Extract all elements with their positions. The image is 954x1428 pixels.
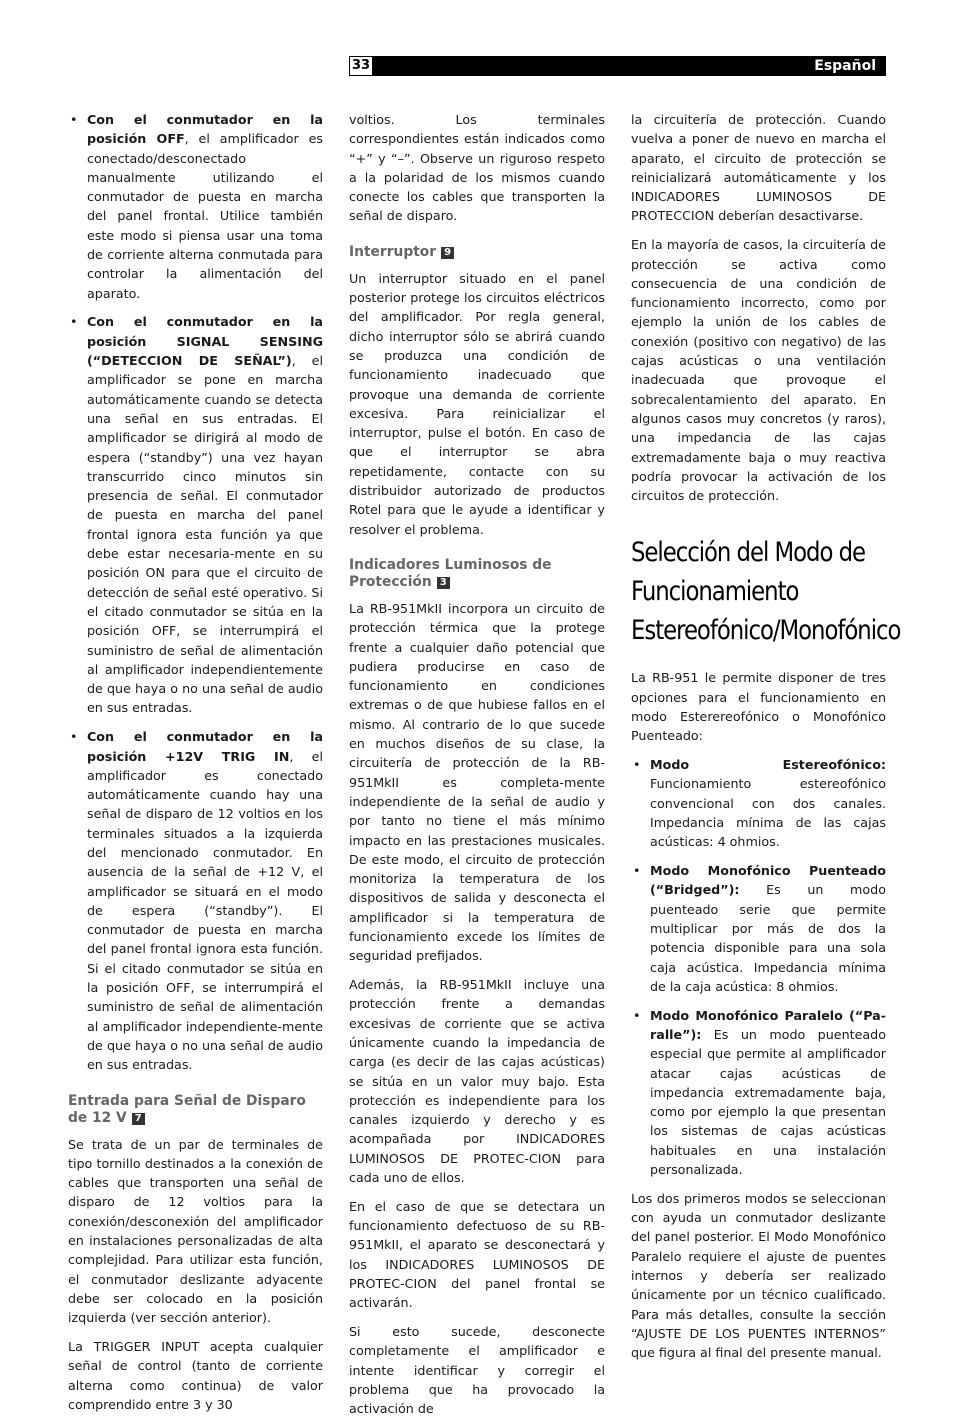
list-item-text: , el amplificador se pone en marcha automáticamente cuando se detecta una señal en sus entradas. El amplificador se dirigirá al modo de espera (“standby”) una vez hayan transcurrido cinco minutos sin presencia de señal. El conmutador de puesta en marcha del panel frontal ignora esta función ya que debe estar necesaria-mente en su posición ON para que el circuito de detección de señal esté operativo. Si el citado conmutador se sitúa en la posición OFF, se interrumpirá el suministro de señal de alimentación al amplificador independientemente de que haya o no una señal de audio en sus entradas. [87,353,323,716]
list-item-text: , el amplificador es conectado automáticamente cuando hay una señal de disparo de 12 voltios en los terminales situados a la izquierda del mencionado conmutador. En ausencia de la señal de +12 V, el amplificador se situará en el modo de espera (“standby”). El conmutador de puesta en marcha del panel frontal ignora esta función. Si el citado conmutador se sitúa en la posición OFF, se interrumpirá el suministro de señal de alimentación al amplificador independiente-mente de que haya o no una señal de audio en sus entradas. [87,748,323,1073]
mode-list [631,755,886,1179]
paragraph: Se trata de un par de terminales de tipo tornillo destinados a la conexión de cables que transporten una señal de disparo de 12 voltios para la conexión/desconexión del amplificador en instalaciones personalizadas de alta complejidad. Para utilizar esta función, el conmutador deslizante adyacente debe ser colocado en la posición izquierda (ver sección anterior). [68,1136,323,1326]
list-item-text: , el amplificador es conectado/desconectado manualmente utilizando el conmutador de puesta en marcha del panel frontal. Utilice también este modo si piensa usar una toma de corriente alterna conmutada para controlar la alimentación del aparato. [87,131,323,301]
bullet: • [633,757,641,773]
list-item [68,312,323,717]
heading-text: Entrada para Señal de Disparo de 12 V [68,1092,306,1126]
paragraph: La RB-951MkII incorpora un circuito de protección térmica que la protege frente a cualquier daño potencial que pudiera producirse en caso de funcionamiento en condiciones extremas o de que hubiese fallos en el mismo. Al contrario de lo que sucede en muchos diseños de su clase, la circuitería de protección de la RB-951MkII es completa-mente independiente de la señal de audio y por tanto no tiene el más mínimo impacto en las prestaciones musicales. De este modo, el circuito de protección monitoriza la temperatura de los dispositivos de salida y desconecta el amplificador si la temperatura de funcionamiento excede los límites de seguridad prefijados. [349,600,605,964]
paragraph: Los dos primeros modos se seleccionan con ayuda un conmutador deslizante del panel posterior. El Modo Monofónico Paralelo requiere el ajuste de puentes internos y debería ser realizado únicamente por un técnico cualificado. Para más detalles, consulte la sección “AJUSTE DE LOS PUENTES INTERNOS” que figura al final del presente manual. [631,1190,886,1361]
list-item [631,1006,886,1180]
list-item-text: Es un modo puenteado especial que permite al amplificador atacar cajas acústicas de impedancia extremadamente baja, como por ejemplo la que presentan los sistemas de cajas acústicas habituales en una instalación personalizada. [650,1026,886,1178]
bullet: • [633,863,641,879]
language-label: Español [814,58,876,74]
page-number: 33 [349,56,373,76]
heading-text: Indicadores Luminosos de Protección [349,556,552,590]
paragraph: La RB-951 le permite disponer de tres opciones para el funcionamiento en modo Esterereofónico o Monofónico Puenteado: [631,670,886,744]
list-item-text: Es un modo puenteado serie que permite multiplicar por más de dos la potencia disponible para una sola caja acústica. Impedancia mínima de la caja acústica: 8 ohmios. [650,882,886,994]
section-heading-indicadores [349,557,605,591]
reference-number-badge: 7 [132,1113,145,1125]
list-item-heading: Modo Monofónico Paralelo (“Pa-ralle”): [650,1007,886,1042]
list-item [68,727,323,1074]
list-item-heading: Con el conmutador en la posición SIGNAL SENSING (“DETECCION DE SEÑAL”) [87,314,323,369]
page-header [349,56,886,76]
list-item-heading: Modo Monofónico Puenteado (“Bridged”): [650,863,886,898]
section-title: Selección del Modo de Funcionamiento Estereofónico/Monofónico [631,537,901,647]
bullet: • [70,112,78,127]
bullet: • [70,729,78,745]
list-item-text: Funcionamiento estereofónico convencional con dos canales. Impedancia mínima de las cajas acústicas: 4 ohmios. [650,776,886,850]
column-left [68,110,323,1424]
section-heading-trigger [68,1093,323,1127]
paragraph: En la mayoría de casos, la circuitería de protección se activa como consecuencia de una condición de funcionamiento incorrecto, como por ejemplo la unión de los cables de conexión (positivo con negativo) de las cajas acústicas o una ventilación inadecuada que provoque el sobrecalentamiento del aparato. En algunos casos muy concretos (y raros), una impedancia de las cajas extremadamente baja o muy reactiva podría provocar la activación de los circuitos de protección. [631,237,886,504]
reference-number-badge: 9 [441,247,454,259]
list-item-heading: Modo Estereofónico: [650,757,886,773]
paragraph: La TRIGGER INPUT acepta cualquier señal de control (tanto de corriente alterna como continua) de valor comprendido entre 3 y 30 [68,1339,323,1412]
heading-text: Interruptor [349,243,437,260]
paragraph: la circuitería de protección. Cuando vuelva a poner de nuevo en marcha el aparato, el circuito de protección se reinicializará automáticamente y los INDICADORES LUMINOSOS DE PROTECCION deberían desactivarse. [631,112,886,224]
paragraph: voltios. Los terminales correspondientes están indicados como “+” y “–”. Observe un riguroso respeto a la polaridad de los mismos cuando conecte los cables que transporten la señal de disparo. [349,112,605,224]
list-item-heading: Con el conmutador en la posición OFF [87,112,323,147]
list-item [631,861,886,996]
reference-number-badge: 3 [437,577,450,589]
paragraph: Un interruptor situado en el panel posterior protege los circuitos eléctricos del amplificador. Por regla general, dicho interruptor sólo se abrirá cuando se produzca una condición de funcionamiento inadecuado que provoque una demanda de corriente excesiva. Para reinicializar el interruptor, pulse el botón. En caso de que el interruptor se abra repetidamente, contacte con su distribuidor autorizado de productos Rotel para que le ayude a identificar y resolver el problema. [349,270,605,537]
section-heading-interruptor [349,244,605,261]
paragraph: Además, la RB-951MkII incluye una protección frente a demandas excesivas de corriente que se activa únicamente cuando la impedancia de carga (es decir de las cajas acústicas) se sitúa en un valor muy bajo. Esta protección es independiente para los canales izquierdo y derecho y es acompañada por INDICADORES LUMINOSOS DE PROTEC-CION para cada uno de ellos. [349,977,605,1186]
bullet: • [633,1007,641,1023]
list-item [631,755,886,851]
switch-position-list [68,110,323,1075]
column-middle [349,110,605,1428]
bullet: • [70,314,78,330]
list-item-heading: Con el conmutador en la posición +12V TRIG IN [87,729,323,764]
column-right [631,110,901,1372]
paragraph: En el caso de que se detectara un funcionamiento defectuoso de su RB-951MkII, el aparato se desconectará y los INDICADORES LUMINOSOS DE PROTEC-CION del panel frontal se activarán. [349,1198,605,1311]
paragraph: Si esto sucede, desconecte completamente el amplificador e intente identificar y corregir el problema que ha provocado la activación de [349,1324,605,1417]
list-item [68,110,323,303]
